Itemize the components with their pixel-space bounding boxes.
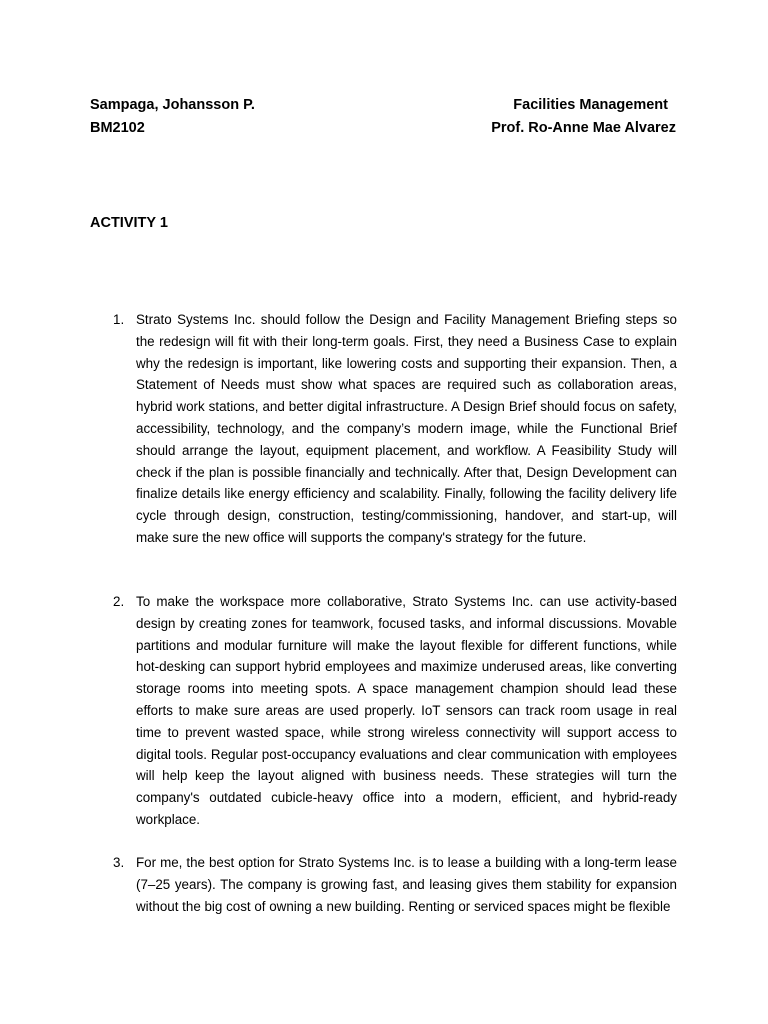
- answer-item-2: [113, 591, 677, 831]
- activity-heading: ACTIVITY 1: [90, 215, 168, 231]
- answer-item-1: [113, 309, 677, 549]
- student-name: Sampaga, Johansson P.: [90, 97, 255, 113]
- answer-text: For me, the best option for Strato Systems Inc. is to lease a building with a long-term lease (7–25 years). The company is growing fast, and leasing gives them stability for expansion without the big cost of owning a new building. Renting or serviced spaces might be flexible: [136, 855, 677, 914]
- answer-number: 2.: [113, 594, 125, 609]
- answer-text: To make the workspace more collaborative, Strato Systems Inc. can use activity-based design by creating zones for teamwork, focused tasks, and informal discussions. Movable partitions and modular furniture will make the layout flexible for different functions, while hot-desking can support hybrid employees and maximize underused areas, like converting storage rooms into meeting spots. A space management champion should lead these efforts to make sure areas are used properly. IoT sensors can track room usage in real time to prevent wasted space, while strong wireless connectivity will support access to digital tools. Regular post-occupancy evaluations and clear communication with employees will help keep the layout aligned with business needs. These strategies will turn the company's outdated cubicle-heavy office into a modern, efficient, and hybrid-ready workplace.: [136, 594, 677, 827]
- section-code: BM2102: [90, 120, 145, 136]
- answer-text: Strato Systems Inc. should follow the Design and Facility Management Briefing steps so the redesign will fit with their long-term goals. First, they need a Business Case to explain why the redesign is important, like lowering costs and supporting their expansion. Then, a Statement of Needs must show what spaces are required such as collaboration areas, hybrid work stations, and better digital infrastructure. A Design Brief should focus on safety, accessibility, technology, and the company’s modern image, while the Functional Brief should arrange the layout, equipment placement, and workflow. A Feasibility Study will check if the plan is possible financially and technically. After that, Design Development can finalize details like energy efficiency and scalability. Finally, following the facility delivery life cycle through design, construction, testing/commissioning, handover, and start-up, will make sure the new office will supports the company's strategy for the future.: [136, 312, 677, 545]
- professor-name: Prof. Ro-Anne Mae Alvarez: [491, 120, 676, 136]
- course-info: [491, 94, 676, 140]
- student-info: [90, 94, 255, 140]
- course-title: Facilities Management: [513, 97, 668, 113]
- answer-item-3: [113, 852, 677, 917]
- answer-number: 1.: [113, 312, 125, 327]
- answer-number: 3.: [113, 855, 125, 870]
